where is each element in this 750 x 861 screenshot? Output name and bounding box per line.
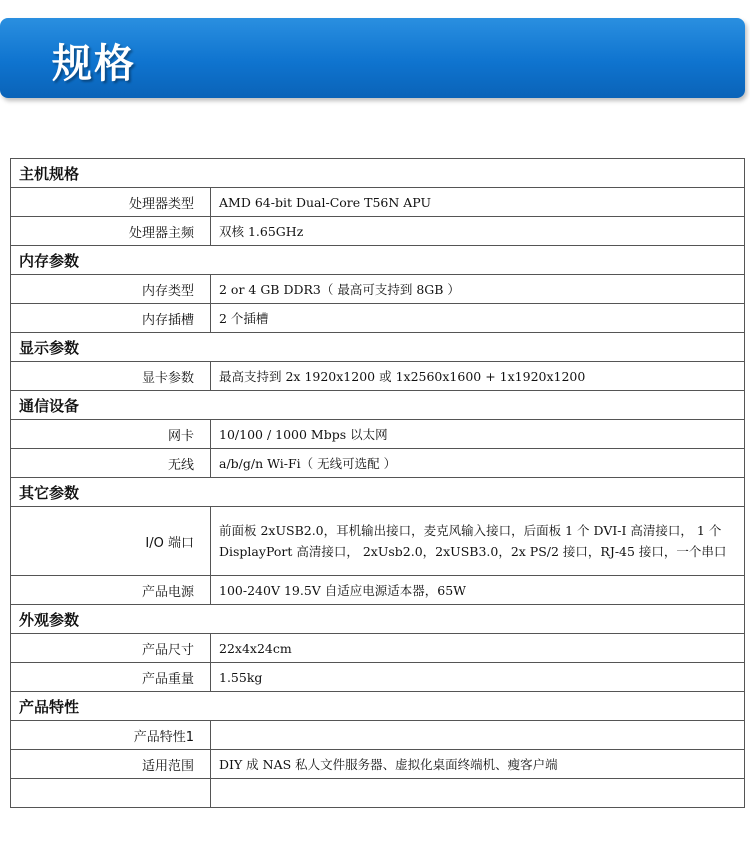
page-title: 规格 <box>52 41 136 87</box>
spec-row <box>11 576 745 605</box>
spec-row <box>11 507 745 576</box>
section-title-appearance: 外观参数 <box>11 605 745 634</box>
section-header-row <box>11 391 745 420</box>
spec-value: 1.55kg <box>211 663 745 692</box>
section-title-host: 主机规格 <box>11 159 745 188</box>
spec-row <box>11 217 745 246</box>
spec-label: 内存类型 <box>11 275 211 304</box>
section-title-features: 产品特性 <box>11 692 745 721</box>
spec-row <box>11 304 745 333</box>
spec-row <box>11 362 745 391</box>
section-header-row <box>11 692 745 721</box>
spec-label: 网卡 <box>11 420 211 449</box>
spec-label: 显卡参数 <box>11 362 211 391</box>
spec-label: 无线 <box>11 449 211 478</box>
section-title-other: 其它参数 <box>11 478 745 507</box>
spec-label: I/O 端口 <box>11 507 211 576</box>
header-banner <box>0 18 745 98</box>
spec-value: AMD 64-bit Dual-Core T56N APU <box>211 188 745 217</box>
spec-label <box>11 779 211 808</box>
spec-value: 2 个插槽 <box>211 304 745 333</box>
spec-value: DIY 成 NAS 私人文件服务器、虚拟化桌面终端机、瘦客户端 <box>211 750 745 779</box>
section-header-row <box>11 333 745 362</box>
spec-value: 最高支持到 2x 1920x1200 或 1x2560x1600 + 1x1920x1200 <box>211 362 745 391</box>
spec-label: 产品尺寸 <box>11 634 211 663</box>
section-header-row <box>11 478 745 507</box>
spec-row <box>11 188 745 217</box>
spec-row-empty <box>11 779 745 808</box>
section-title-memory: 内存参数 <box>11 246 745 275</box>
section-header-row <box>11 605 745 634</box>
section-header-row <box>11 159 745 188</box>
spec-row <box>11 634 745 663</box>
spec-label: 内存插槽 <box>11 304 211 333</box>
spec-row <box>11 275 745 304</box>
spec-value: a/b/g/n Wi-Fi（ 无线可选配 ） <box>211 449 745 478</box>
spec-row <box>11 420 745 449</box>
spec-label: 产品电源 <box>11 576 211 605</box>
section-title-network: 通信设备 <box>11 391 745 420</box>
spec-label: 处理器类型 <box>11 188 211 217</box>
spec-value: 22x4x24cm <box>211 634 745 663</box>
spec-value: 2 or 4 GB DDR3（ 最高可支持到 8GB ） <box>211 275 745 304</box>
spec-value <box>211 779 745 808</box>
spec-table <box>10 158 745 808</box>
spec-label: 产品重量 <box>11 663 211 692</box>
spec-label: 适用范围 <box>11 750 211 779</box>
spec-value <box>211 721 745 750</box>
spec-value: 10/100 / 1000 Mbps 以太网 <box>211 420 745 449</box>
section-title-display: 显示参数 <box>11 333 745 362</box>
spec-row <box>11 721 745 750</box>
spec-value: 前面板 2xUSB2.0，耳机输出接口，麦克风输入接口，后面板 1 个 DVI-I 高清接口， 1 个 DisplayPort 高清接口， 2xUsb2.0，2xUSB3.0，2x PS/2 接口，RJ-45 接口，一个串口 <box>211 507 745 576</box>
spec-label: 产品特性1 <box>11 721 211 750</box>
section-header-row <box>11 246 745 275</box>
spec-value: 100-240V 19.5V 自适应电源适本器，65W <box>211 576 745 605</box>
spec-row <box>11 663 745 692</box>
spec-row <box>11 449 745 478</box>
spec-label: 处理器主频 <box>11 217 211 246</box>
spec-row <box>11 750 745 779</box>
spec-value: 双核 1.65GHz <box>211 217 745 246</box>
